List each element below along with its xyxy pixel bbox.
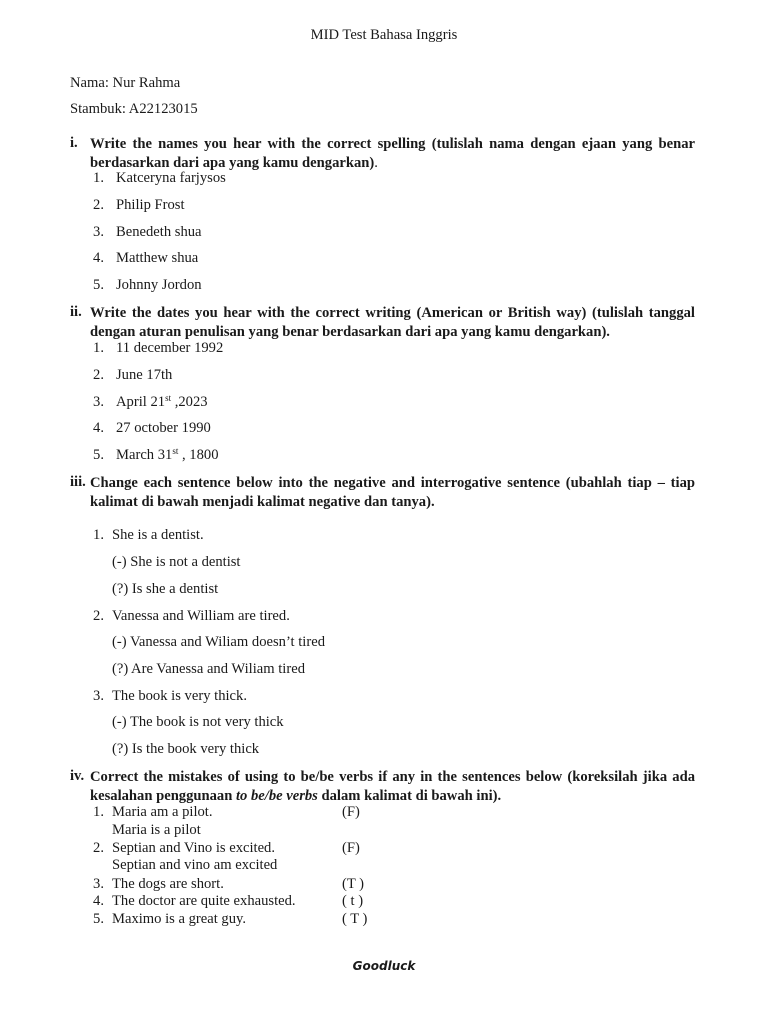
section-iv-question-line-2a: kesalahan penggunaan [90,788,236,804]
section-iv-question-emphasis: to be/be verbs [236,788,318,804]
section-i-question-line-2-text: berdasarkan dari apa yang kamu dengarkan) [90,155,375,171]
negative-answer: (-) Vanessa and Wiliam doesn’t tired [112,634,325,650]
list-item-year: , 1800 [178,447,219,463]
list-item-number: 3. [93,876,104,892]
section-number-iv: iv. [70,768,85,784]
negative-answer: (-) She is not a dentist [112,554,241,570]
answer-mark: (F) [342,804,360,820]
list-item: 27 october 1990 [116,420,211,436]
negative-answer: (-) The book is not very thick [112,714,284,730]
list-item: Maria am a pilot. [112,804,213,820]
list-item: Maximo is a great guy. [112,911,247,927]
list-item-number: 5. [93,277,104,293]
section-number-iii: iii. [70,474,86,490]
list-item-number: 3. [93,224,104,240]
list-item [116,447,219,464]
list-item-number: 1. [93,340,104,356]
page-title: MID Test Bahasa Inggris [310,27,458,43]
interrogative-answer: (?) Are Vanessa and Wiliam tired [112,661,305,677]
list-item-number: 1. [93,170,104,186]
interrogative-answer: (?) Is the book very thick [112,741,260,757]
list-item: Septian and Vino is excited. [112,840,276,856]
list-item: She is a dentist. [112,527,204,543]
student-name: Nama: Nur Rahma [70,75,181,91]
list-item-number: 5. [93,911,104,927]
list-item: Philip Frost [116,197,185,213]
section-i-question [90,135,695,173]
section-number-i: i. [70,135,78,151]
list-item-number: 3. [93,394,104,410]
ordinal-suffix: st [172,446,179,456]
list-item: The doctor are quite exhausted. [112,893,296,909]
list-item-number: 2. [93,197,104,213]
list-item: Johnny Jordon [116,277,202,293]
correction: Maria is a pilot [112,822,201,838]
section-iii-question-line-1: Change each sentence below into the negative and interrogative sentence (ubahlah tiap – tiap [90,475,695,491]
section-ii-question [90,304,695,342]
list-item-number: 2. [93,840,104,856]
correction: Septian and vino am excited [112,857,278,873]
list-item: The book is very thick. [112,688,247,704]
section-iii-question [90,474,695,512]
list-item: Katceryna farjysos [116,170,226,186]
list-item-number: 1. [93,527,104,543]
section-ii-question-line-2: dengan aturan penulisan yang benar berdasarkan dari apa yang kamu dengarkan). [90,324,610,340]
ordinal-suffix: st [165,393,172,403]
list-item-text: April 21 [116,394,166,410]
section-i-question-line-1: Write the names you hear with the correct spelling (tulislah nama dengan ejaan yang benar [90,136,695,152]
list-item: Benedeth shua [116,224,202,240]
list-item-year: ,2023 [171,394,208,410]
list-item: Matthew shua [116,250,199,266]
section-iv-question [90,768,695,806]
section-iv-question-line-1: Correct the mistakes of using to be/be verbs if any in the sentences below (koreksilah jika ada [90,769,695,785]
list-item-number: 4. [93,420,104,436]
student-id: Stambuk: A22123015 [70,101,198,117]
list-item: Vanessa and William are tired. [112,608,290,624]
closing-text: Goodluck [352,959,416,973]
section-iv-question-line-2b: dalam kalimat di bawah ini). [317,788,502,804]
answer-mark: (F) [342,840,360,856]
list-item: June 17th [116,367,173,383]
list-item-number: 1. [93,804,104,820]
list-item: 11 december 1992 [116,340,224,356]
list-item-text: March 31 [116,447,173,463]
list-item-number: 2. [93,608,104,624]
section-number-ii: ii. [70,304,82,320]
list-item-number: 5. [93,447,104,463]
list-item-number: 3. [93,688,104,704]
list-item-number: 4. [93,893,104,909]
answer-mark: (T ) [342,876,365,892]
answer-mark: ( t ) [342,893,364,909]
list-item [116,394,208,411]
answer-mark: ( T ) [342,911,368,927]
section-iii-question-line-2: kalimat di bawah menjadi kalimat negative dan tanya). [90,494,435,510]
interrogative-answer: (?) Is she a dentist [112,581,219,597]
list-item: The dogs are short. [112,876,224,892]
list-item-number: 4. [93,250,104,266]
section-i-question-line-2-tail: . [374,155,378,171]
section-ii-question-line-1: Write the dates you hear with the correct writing (American or British way) (tulislah tanggal [90,305,695,321]
list-item-number: 2. [93,367,104,383]
